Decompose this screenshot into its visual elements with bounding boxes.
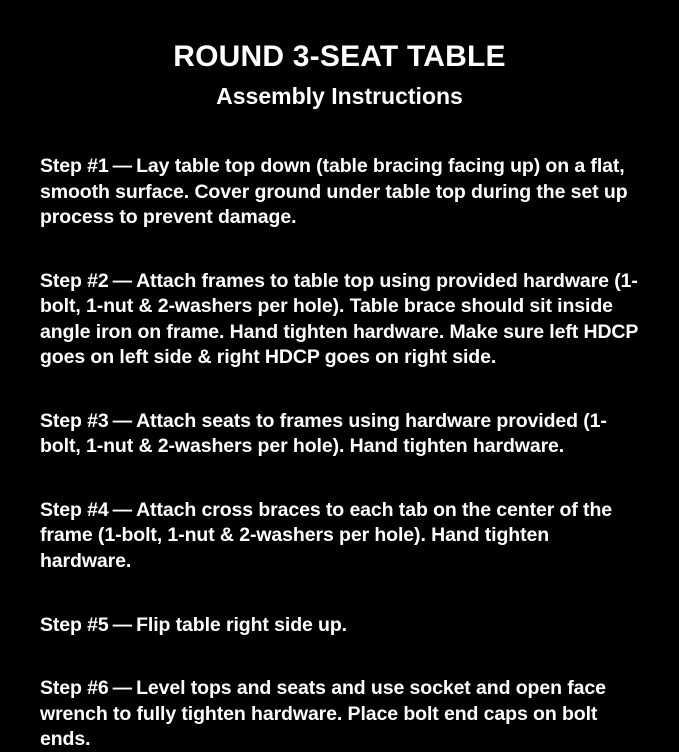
step-dash: — [112, 677, 133, 700]
step-text: Flip table right side up. [136, 613, 348, 636]
step-item [40, 676, 639, 752]
step-text: Level tops and seats and use socket and open face wrench to fully tighten hardware. Place bolt end caps on bolt ends. [40, 677, 606, 751]
step-label: Step #5 [40, 613, 109, 636]
step-label: Step #6 [40, 677, 109, 700]
step-label: Step #2 [40, 269, 109, 292]
step-item [40, 498, 639, 574]
step-dash: — [112, 269, 133, 292]
steps-list [40, 135, 639, 752]
step-item [40, 269, 639, 370]
step-text: Attach frames to table top using provided hardware (1-bolt, 1-nut & 2-washers per hole). Table brace should sit inside angle iron on frame. Hand tighten hardware. Make sure left HDCP goes on left side & right HDCP goes on right side. [40, 269, 638, 368]
step-text: Attach cross braces to each tab on the center of the frame (1-bolt, 1-nut & 2-washers per hole). Hand tighten hardware. [40, 499, 612, 572]
page-title: ROUND 3-SEAT TABLE [173, 40, 506, 73]
step-label: Step #3 [40, 409, 109, 432]
step-label: Step #4 [40, 499, 109, 522]
step-text: Lay table top down (table bracing facing up) on a flat, smooth surface. Cover ground under table top during the set up process to prevent damage. [40, 155, 628, 229]
step-dash: — [112, 613, 133, 636]
step-dash: — [112, 155, 133, 178]
step-item [40, 409, 639, 460]
step-dash: — [112, 499, 133, 522]
step-dash: — [112, 409, 133, 432]
step-label: Step #1 [40, 155, 109, 178]
step-item [40, 613, 639, 638]
step-text: Attach seats to frames using hardware provided (1-bolt, 1-nut & 2-washers per hole). Hand tighten hardware. [40, 409, 607, 458]
page-subtitle: Assembly Instructions [216, 82, 463, 109]
step-item [40, 154, 639, 230]
